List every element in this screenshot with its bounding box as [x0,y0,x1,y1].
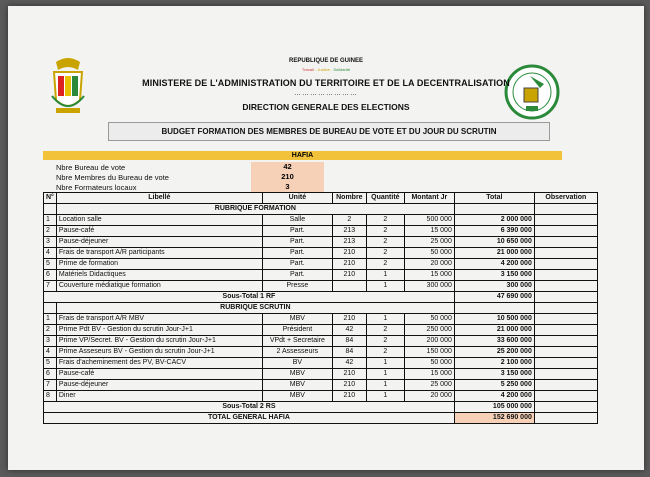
motto-travail: Travail [301,67,314,72]
column-header: N° [44,193,57,204]
row-number: 5 [44,259,57,270]
row-nombre: 210 [332,380,366,391]
row-number: 2 [44,325,57,336]
column-header: Quantité [366,193,404,204]
row-label: Diner [56,391,262,402]
table-row [44,369,598,380]
row-observation [534,380,597,391]
subtotal-label: Sous-Total 2 RS [44,402,455,413]
table-row [44,248,598,259]
row-quantite: 2 [366,325,404,336]
row-number: 4 [44,347,57,358]
row-label: Prime Pdt BV - Gestion du scrutin Jour-J+1 [56,325,262,336]
row-observation [534,226,597,237]
row-label: Couverture médiatique formation [56,281,262,292]
row-number: 5 [44,358,57,369]
row-total: 3 150 000 [454,369,534,380]
row-unit: Salle [262,215,332,226]
row-label: Prime Asseseurs BV - Gestion du scrutin Jour-J+1 [56,347,262,358]
row-unit: Président [262,325,332,336]
row-number: 6 [44,369,57,380]
motto-justice: - Justice - [314,67,333,72]
row-quantite: 1 [366,358,404,369]
row-number: 3 [44,336,57,347]
row-observation [534,325,597,336]
stat-value: 210 [251,172,324,182]
separator-dots: …………………… [294,90,358,97]
row-total: 4 200 000 [454,391,534,402]
column-header: Observation [534,193,597,204]
row-quantite: 1 [366,391,404,402]
section-formation-title: RUBRIQUE FORMATION [56,204,454,215]
row-montant: 50 000 [404,314,454,325]
row-montant: 200 000 [404,336,454,347]
row-observation [534,369,597,380]
row-unit: Part. [262,259,332,270]
row-label: Frais de transport A/R MBV [56,314,262,325]
row-quantite: 1 [366,369,404,380]
republic-title: REPUBLIQUE DE GUINEE [288,58,363,64]
row-unit: VPdt + Secretaire [262,336,332,347]
table-row [44,358,598,369]
row-quantite: 1 [366,380,404,391]
stat-value: 42 [251,162,324,172]
stat-label: Nbre Formateurs locaux [56,183,137,192]
row-unit: MBV [262,369,332,380]
row-total: 33 600 000 [454,336,534,347]
row-unit: Part. [262,270,332,281]
row-label: Prime VP/Secret. BV - Gestion du scrutin Jour-J+1 [56,336,262,347]
row-quantite: 1 [366,314,404,325]
row-total: 21 000 000 [454,248,534,259]
row-label: Frais de transport A/R participants [56,248,262,259]
table-row [44,237,598,248]
table-row [44,336,598,347]
row-quantite: 2 [366,215,404,226]
row-total: 2 100 000 [454,358,534,369]
table-row [44,380,598,391]
table-row [44,281,598,292]
row-observation [534,358,597,369]
budget-table [43,192,598,424]
subtotal-value: 47 690 000 [454,292,534,303]
row-unit: Part. [262,226,332,237]
column-header: Nombre [332,193,366,204]
row-number: 1 [44,314,57,325]
row-label: Frais d'acheminement des PV, BV-CACV [56,358,262,369]
row-montant: 50 000 [404,358,454,369]
row-unit: Presse [262,281,332,292]
row-montant: 15 000 [404,270,454,281]
table-header-row [44,193,598,204]
ministry-title: MINISTERE DE L'ADMINISTRATION DU TERRITOIRE ET DE LA DECENTRALISATION [142,78,510,88]
stat-value: 3 [251,182,324,192]
grand-total-label: TOTAL GENERAL HAFIA [44,413,455,424]
row-observation [534,215,597,226]
row-number: 8 [44,391,57,402]
row-montant: 300 000 [404,281,454,292]
row-montant: 20 000 [404,259,454,270]
row-montant: 500 000 [404,215,454,226]
row-observation [534,270,597,281]
row-nombre: 210 [332,270,366,281]
row-montant: 150 000 [404,347,454,358]
document-title: BUDGET FORMATION DES MEMBRES DE BUREAU DE VOTE ET DU JOUR DU SCRUTIN [108,122,550,141]
row-montant: 50 000 [404,248,454,259]
row-montant: 25 000 [404,237,454,248]
row-number: 7 [44,380,57,391]
row-nombre: 213 [332,226,366,237]
row-nombre: 210 [332,314,366,325]
row-unit: MBV [262,314,332,325]
motto-solidarite: Solidarité [333,67,351,72]
row-number: 2 [44,226,57,237]
row-total: 5 250 000 [454,380,534,391]
row-montant: 15 000 [404,226,454,237]
table-row [44,325,598,336]
row-nombre: 210 [332,259,366,270]
row-total: 10 650 000 [454,237,534,248]
row-nombre: 210 [332,248,366,259]
row-quantite: 1 [366,281,404,292]
row-nombre: 42 [332,358,366,369]
grand-total-value: 152 690 000 [454,413,534,424]
column-header: Libellé [56,193,262,204]
row-montant: 25 000 [404,380,454,391]
national-motto [8,67,644,72]
row-number: 1 [44,215,57,226]
column-header: Montant Jr [404,193,454,204]
row-number: 6 [44,270,57,281]
subtotal-row [44,402,598,413]
subtotal-value: 105 000 000 [454,402,534,413]
row-total: 10 500 000 [454,314,534,325]
row-label: Pause-café [56,226,262,237]
stat-label: Nbre Bureau de vote [56,163,126,172]
section-header-row [44,303,598,314]
stat-label: Nbre Membres du Bureau de vote [56,173,169,182]
row-unit: MBV [262,380,332,391]
table-row [44,226,598,237]
row-unit: MBV [262,391,332,402]
table-row [44,215,598,226]
row-nombre: 210 [332,391,366,402]
row-label: Prime de formation [56,259,262,270]
table-row [44,259,598,270]
row-observation [534,259,597,270]
row-total: 6 390 000 [454,226,534,237]
row-label: Pause-déjeuner [56,237,262,248]
row-quantite: 2 [366,226,404,237]
row-label: Pause-déjeuner [56,380,262,391]
row-total: 300 000 [454,281,534,292]
row-quantite: 2 [366,347,404,358]
row-quantite: 1 [366,270,404,281]
row-nombre: 84 [332,347,366,358]
row-label: Matériels Didactiques [56,270,262,281]
row-quantite: 2 [366,259,404,270]
row-nombre [332,281,366,292]
row-unit: BV [262,358,332,369]
row-total: 2 000 000 [454,215,534,226]
table-row [44,314,598,325]
row-number: 7 [44,281,57,292]
row-total: 4 200 000 [454,259,534,270]
row-observation [534,391,597,402]
row-observation [534,314,597,325]
region-bar: HAFIA [43,151,562,160]
row-montant: 250 000 [404,325,454,336]
row-quantite: 2 [366,237,404,248]
row-label: Location salle [56,215,262,226]
direction-title: DIRECTION GENERALE DES ELECTIONS [242,102,410,112]
row-observation [534,237,597,248]
row-observation [534,347,597,358]
row-unit: Part. [262,237,332,248]
row-total: 25 200 000 [454,347,534,358]
grand-total-row [44,413,598,424]
subtotal-label: Sous-Total 1 RF [44,292,455,303]
row-quantite: 2 [366,248,404,259]
table-row [44,347,598,358]
row-nombre: 2 [332,215,366,226]
row-observation [534,248,597,259]
row-montant: 20 000 [404,391,454,402]
row-nombre: 210 [332,369,366,380]
table-row [44,391,598,402]
row-number: 4 [44,248,57,259]
row-nombre: 213 [332,237,366,248]
row-unit: 2 Assesseurs [262,347,332,358]
subtotal-row [44,292,598,303]
column-header: Unité [262,193,332,204]
table-row [44,270,598,281]
row-nombre: 84 [332,336,366,347]
row-label: Pause-café [56,369,262,380]
section-scrutin-title: RUBRIQUE SCRUTIN [56,303,454,314]
section-header-row [44,204,598,215]
row-total: 3 150 000 [454,270,534,281]
row-number: 3 [44,237,57,248]
row-observation [534,281,597,292]
row-observation [534,336,597,347]
row-total: 21 000 000 [454,325,534,336]
row-montant: 15 000 [404,369,454,380]
document-sheet [8,6,644,470]
row-quantite: 2 [366,336,404,347]
column-header: Total [454,193,534,204]
row-unit: Part. [262,248,332,259]
row-nombre: 42 [332,325,366,336]
